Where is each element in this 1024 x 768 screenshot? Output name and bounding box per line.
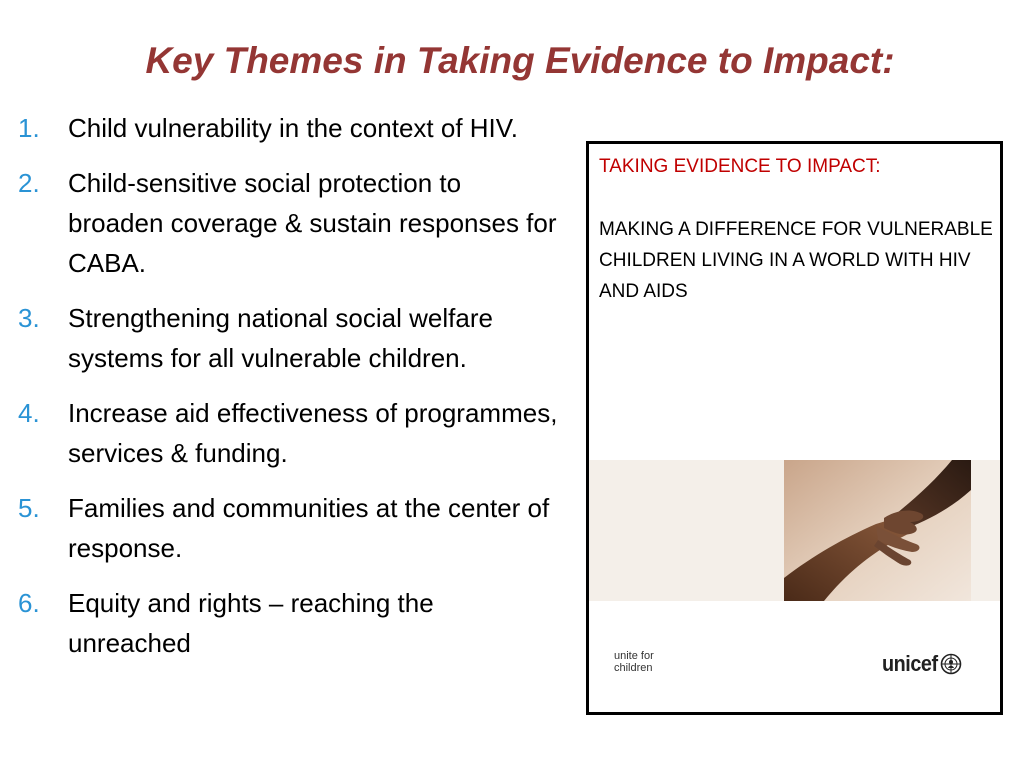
cover-photo-band <box>589 460 1000 601</box>
theme-text: Equity and rights – reaching the unreached <box>68 588 434 658</box>
cover-subtitle: MAKING A DIFFERENCE FOR VULNERABLE CHILDREN LIVING IN A WORLD WITH HIV AND AIDS <box>599 219 993 302</box>
theme-number: 6. <box>18 588 40 618</box>
theme-text: Child-sensitive social protection to broaden coverage & sustain responses for CABA. <box>68 168 557 278</box>
theme-text: Child vulnerability in the context of HIV. <box>68 113 518 143</box>
unite-for-children-logo: unite for children <box>614 650 654 674</box>
theme-item <box>18 163 563 283</box>
theme-item <box>18 488 563 568</box>
theme-item <box>18 298 563 378</box>
report-cover <box>586 141 1003 715</box>
theme-item <box>18 108 563 148</box>
theme-number: 2. <box>18 168 40 198</box>
theme-text: Increase aid effectiveness of programmes, services & funding. <box>68 398 558 468</box>
theme-number: 4. <box>18 398 40 428</box>
theme-item <box>18 583 563 663</box>
unicef-logo <box>882 650 962 678</box>
cover-heading: TAKING EVIDENCE TO IMPACT: <box>599 156 881 177</box>
slide-title: Key Themes in Taking Evidence to Impact: <box>145 40 895 81</box>
holding-hands-photo <box>784 460 971 601</box>
unicef-emblem-icon <box>940 653 962 675</box>
theme-text: Families and communities at the center of response. <box>68 493 550 563</box>
theme-item <box>18 393 563 473</box>
theme-list <box>18 108 563 678</box>
theme-number: 3. <box>18 303 40 333</box>
theme-text: Strengthening national social welfare systems for all vulnerable children. <box>68 303 493 373</box>
theme-number: 1. <box>18 113 40 143</box>
unicef-wordmark: unicef <box>882 651 938 676</box>
theme-number: 5. <box>18 493 40 523</box>
